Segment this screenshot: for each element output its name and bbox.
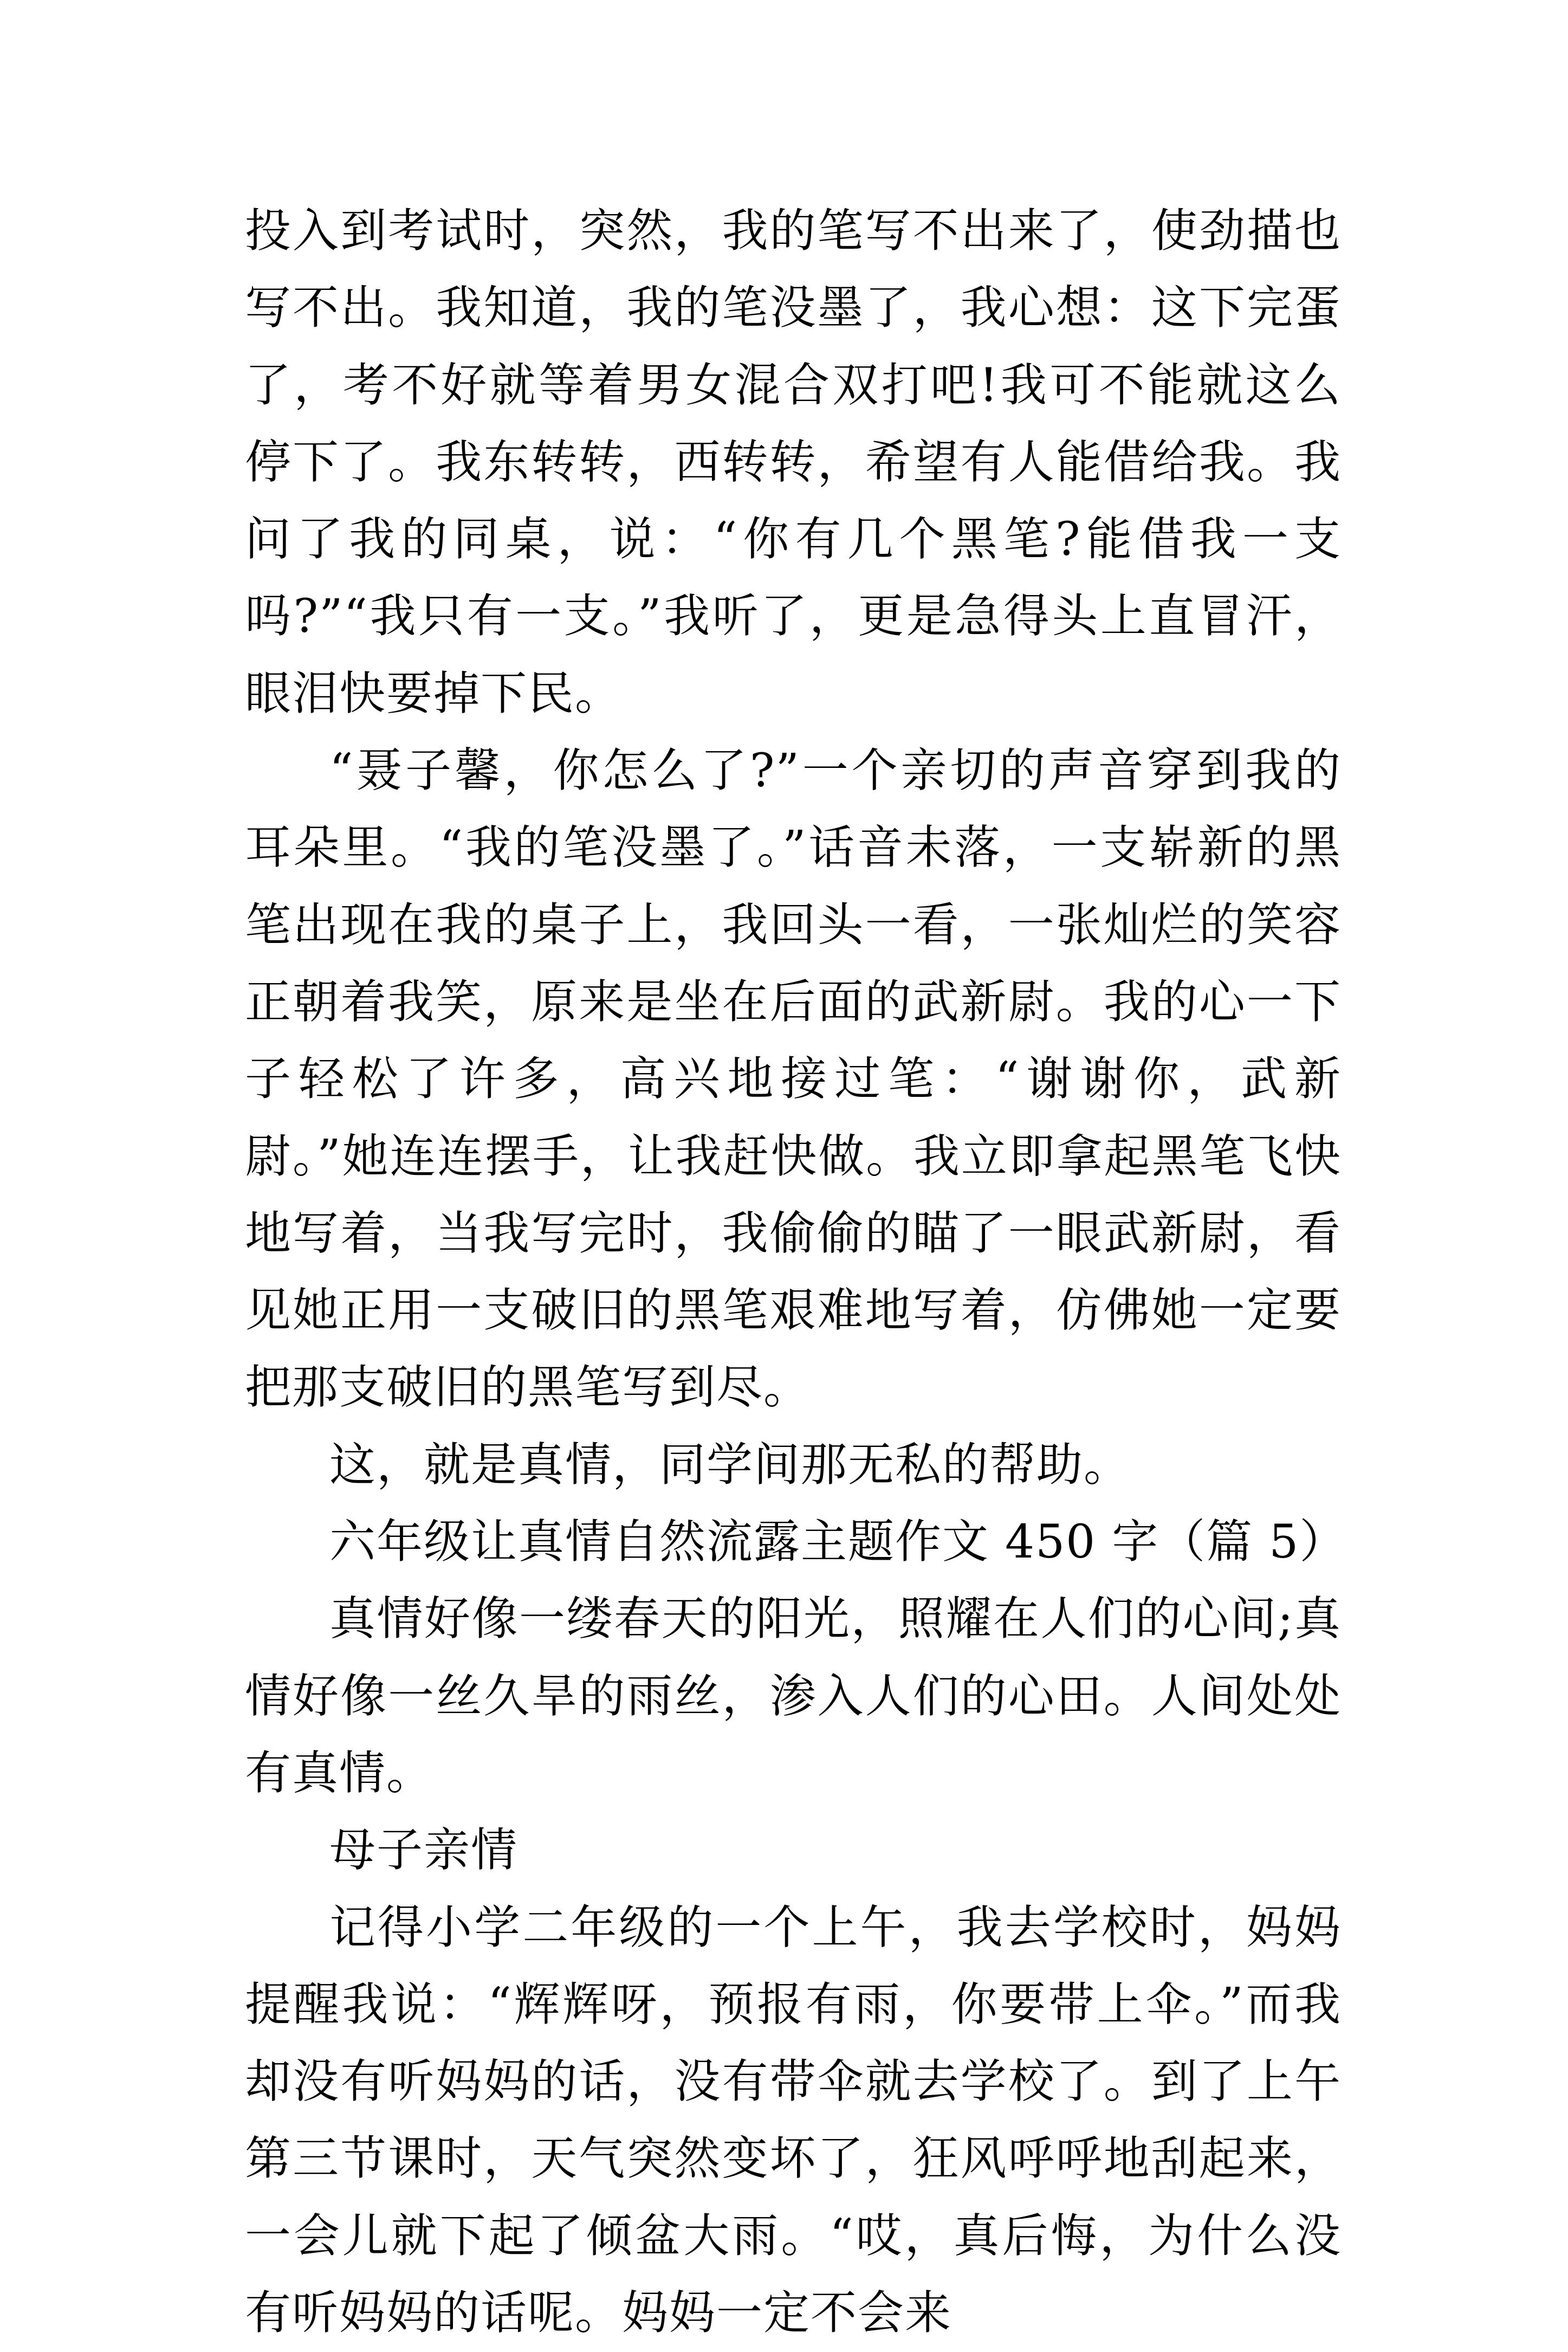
text-line: 真情好像一缕春天的阳光，照耀在人们的心间;真情好 [245,1592,1342,1723]
text-line: “聂子馨，你怎么了?”一个亲切的声音穿到我的耳朵 [245,744,1342,875]
paragraph [245,193,1342,733]
text-line: 这，就是真情，同学间那无私的帮助。 [329,1438,1131,1492]
text-line: 头上直冒汗，眼泪快要掉下民。 [245,590,1342,721]
text-line: 是坐在后面的武新尉。我的心一下子轻松了许多，高兴地接 [245,975,1342,1107]
text-line: 过笔：“谢谢你，武新尉。”她连连摆手，让我赶快做。我立 [245,1052,1342,1184]
text-line: 像一丝久旱的雨丝，渗入人们的心田。人间处处有真情。 [245,1669,1342,1800]
paragraph [245,733,1342,1427]
text-line: 母子亲情 [329,1824,519,1878]
paragraph [245,1581,1342,1812]
text-line: 投入到考试时，突然，我的笔写不出来了，使劲描也写不出。 [245,204,1342,335]
text-line: 新尉，看见她正用一支破旧的黑笔艰难地写着，仿佛她一定 [245,1206,1342,1338]
text-line: 即拿起黑笔飞快地写着，当我写完时，我偷偷的瞄了一眼武 [245,1129,1342,1261]
text-line: 记得小学二年级的一个上午，我去学校时，妈妈提醒我 [245,1901,1342,2032]
text-line: 说：“辉辉呀，预报有雨，你要带上伞。”而我却没有听妈妈 [245,1978,1342,2109]
text-line: 然变坏了，狂风呼呼地刮起来，一会儿就下起了倾盆大雨。 [245,2132,1342,2263]
paragraph [245,1427,1342,1504]
text-line: 的话，没有带伞就去学校了。到了上午第三节课时，天气突 [245,2055,1342,2186]
text-line: 转转，希望有人能借给我。我问了我的同桌，说：“你有几 [245,435,1342,567]
text-line: 六年级让真情自然流露主题作文 450 字（篇 5） [329,1515,1347,1569]
paragraph [245,1812,1342,1889]
document-body [245,193,1347,2352]
paragraph [245,1504,1347,1581]
text-line: 着男女混合双打吧!我可不能就这么停下了。我东转转，西 [245,358,1342,489]
text-line: 的桌子上，我回头一看，一张灿烂的笑容正朝着我笑，原来 [245,898,1342,1029]
text-line: 里。“我的笔没墨了。”话音未落，一支崭新的黑笔出现在我 [245,821,1342,952]
text-line: 个黑笔?能借我一支吗?”“我只有一支。”我听了，更是急得 [245,513,1342,644]
paragraph [245,1890,1342,2352]
text-line: “哎，真后悔，为什么没有听妈妈的话呢。妈妈一定不会来 [245,2209,1342,2341]
text-line: 我知道，我的笔没墨了，我心想：这下完蛋了，考不好就等 [245,281,1342,412]
text-line: 要把那支破旧的黑笔写到尽。 [245,1284,1342,1415]
